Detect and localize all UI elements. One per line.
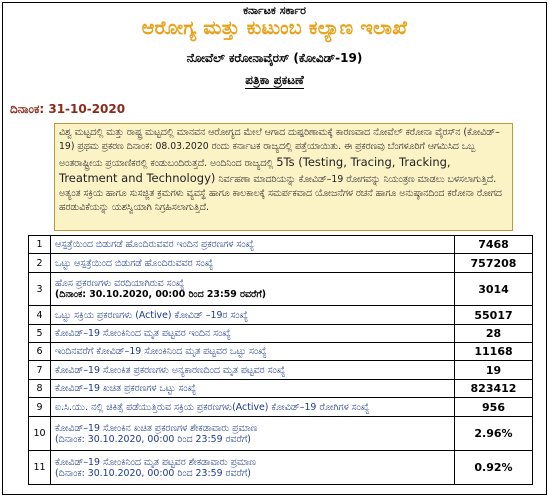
department-title: ಆರೋಗ್ಯ ಮತ್ತು ಕುಟುಂಬ ಕಲ್ಯಾಣ ಇಲಾಖೆ: [141, 17, 408, 39]
row-number: 11: [29, 451, 51, 485]
row-value: 2.96%: [455, 417, 533, 451]
row-number: 9: [29, 398, 51, 417]
government-title: ಕರ್ನಾಟಕ ಸರ್ಕಾರ: [243, 4, 306, 17]
row-number: 2: [29, 254, 51, 273]
row-label: ಕೋವಿಡ್–19 ಸೋಂಕಿನಿಂದ ಮೃತ ಪಟ್ಟವರ ಇಂದಿನ ಸಂಖ್ಯೆ: [51, 325, 455, 343]
row-label: ಕೋವಿಡ್–19 ಖಚಿತ ಪ್ರಕರಣಗಳ ಒಟ್ಟು ಸಂಖ್ಯೆ: [51, 380, 455, 398]
row-number: 8: [29, 380, 51, 398]
row-number: 10: [29, 417, 51, 451]
row-number: 3: [29, 273, 51, 306]
statistics-table: [28, 235, 533, 485]
row-value: 3014: [455, 273, 533, 306]
table-row: [29, 254, 533, 273]
row-number: 4: [29, 306, 51, 325]
row-label-cell: [51, 451, 455, 485]
table-row: [29, 273, 533, 306]
row-label: ಇಂದಿನವರೆಗೆ ಕೋವಿಡ್–19 ಸೋಂಕಿನಿಂದ ಮೃತ ಪಟ್ಟವರ ಒಟ್ಟು ಸಂಖ್ಯೆ: [51, 343, 455, 361]
row-date-range: (ದಿನಾಂಕ: 30.10.2020, 00:00 ರಿಂದ 23:59 ರವರೆಗೆ): [55, 467, 251, 479]
row-value: 19: [455, 361, 533, 380]
table-row: [29, 306, 533, 325]
table-row: [29, 380, 533, 398]
row-label: ಹೊಸ ಪ್ರಕರಣಗಳು ವರದಿಯಾಗಿರುವ ಸಂಖ್ಯೆ: [55, 278, 185, 289]
row-number: 7: [29, 361, 51, 380]
bulletin-date: ದಿನಾಂಕ: 31-10-2020: [10, 102, 126, 116]
row-value: 956: [455, 398, 533, 417]
row-label: ಆಸ್ಪತ್ರೆಯಿಂದ ಬಿಡುಗಡೆ ಹೊಂದಿರುವವರ ಇಂದಿನ ಪ್ರಕರಣಗಳ ಸಂಖ್ಯೆ: [51, 236, 455, 254]
table-row: [29, 398, 533, 417]
row-label-cell: [51, 273, 455, 306]
row-value: 28: [455, 325, 533, 343]
row-label: ಒಟ್ಟು ಆಸ್ಪತ್ರೆಯಿಂದ ಬಿಡುಗಡೆ ಹೊಂದಿರುವವರ ಸಂಖ್ಯೆ: [51, 254, 455, 273]
row-value: 757208: [455, 254, 533, 273]
row-label-cell: [51, 417, 455, 451]
table-row: [29, 361, 533, 380]
row-value: 55017: [455, 306, 533, 325]
row-number: 5: [29, 325, 51, 343]
intro-text-1: ವಿಶ್ವ ಮಟ್ಟದಲ್ಲಿ ಮತ್ತು ರಾಷ್ಟ್ರ ಮಟ್ಟದಲ್ಲಿ ಮಾನವನ ಆರೋಗ್ಯದ ಮೇಲೆ ಆಗಾದ ದುಷ್ಪರಿಣಾಮಕ್ಕೆ ಕಾರಣವಾದ ನೋವೆಲ್ ಕರೋನಾ ವೈರಸ್‌ನ (ಕೋವಿಡ್–19) ಪ್ರಥಮ ಪ್ರಕರಣ ದಿನಾಂಕ: 08.03.2020 ರಂದು ಕರ್ನಾಟಕ ರಾಜ್ಯದಲ್ಲಿ ಪತ್ತೆಯಾಯಿತು. ಈ ಪ್ರಕರಣವು ಬೆಂಗಳೂರಿಗೆ ಆಗಮಿಸಿದ ಒಬ್ಬ ಅಂತರಾಷ್ಟ್ರೀಯ ಪ್ರಯಾಣಿಕರಲ್ಲಿ ಕಂಡುಬಂದಿರುತ್ತದೆ. ಅಂದಿನಿಂದ ರಾಜ್ಯದಲ್ಲಿ: [59, 127, 500, 169]
intro-paragraph: [54, 123, 513, 231]
row-label: ಕೋವಿಡ್–19 ಸೋಂಕಿತ ಪ್ರಕರಣಗಳು ಅನ್ಯಕಾರಣದಿಂದ ಮೃತ ಪಟ್ಟವರ ಸಂಖ್ಯೆ: [51, 361, 455, 380]
table-row: [29, 343, 533, 361]
table-row: [29, 325, 533, 343]
row-value: 11168: [455, 343, 533, 361]
row-value: 7468: [455, 236, 533, 254]
press-release-heading: [0, 73, 549, 88]
row-label: ಒಟ್ಟು ಸಕ್ರಿಯ ಪ್ರಕರಣಗಳು (Active) ಕೋವಿಡ್ –19ರ ಸಂಖ್ಯೆ: [51, 306, 455, 325]
row-number: 6: [29, 343, 51, 361]
row-label: ಕೋವಿಡ್–19 ಸೋಂಕಿನಿಂದ ಮೃತ ಪಟ್ಟವರ ಶೇಕಡಾವಾರು ಪ್ರಮಾಣ: [55, 456, 256, 468]
row-value: 823412: [455, 380, 533, 398]
intro-text-5ts: 5Ts (Testing, Tracing, Tracking, Treatment and Technology): [59, 154, 451, 185]
row-label: ಐ.ಸಿ.ಯು. ನಲ್ಲಿ ಚಿಕಿತ್ಸೆ ಪಡೆಯುತ್ತಿರುವ ಸಕ್ರಿಯ ಪ್ರಕರಣಗಳು(Active) ಕೋವಿಡ್–19 ರೋಗಿಗಳ ಸಂಖ್ಯೆ: [51, 398, 455, 417]
row-date-range: (ದಿನಾಂಕ: 30.10.2020, 00:00 ರಿಂದ 23:59 ರವರೆಗೆ): [55, 289, 267, 300]
row-date-range: (ದಿನಾಂಕ: 30.10.2020, 00:00 ರಿಂದ 23:59 ರವರೆಗೆ): [55, 433, 251, 445]
subject-title: ನೋವೆಲ್ ಕರೋನಾವೈರಸ್ (ಕೋವಿಡ್-19): [186, 51, 363, 65]
table-row: [29, 236, 533, 254]
press-release-label: ಪತ್ರಿಕಾ ಪ್ರಕಟಣೆ: [245, 73, 304, 87]
row-number: 1: [29, 236, 51, 254]
table-row: [29, 451, 533, 485]
row-label: ಕೋವಿಡ್–19 ಸೋಂಕಿನ ಖಚಿತ ಪ್ರಕರಣಗಳ ಶೇಕಡಾವಾರು ಪ್ರಮಾಣ: [55, 422, 258, 434]
row-value: 0.92%: [455, 451, 533, 485]
table-row: [29, 417, 533, 451]
intro-text-2: ನಿರ್ವಹಣಾ ಮಾದರಿಯನ್ನು ಕೋವಿಡ್–19 ರೋಗವನ್ನು ನಿಯಂತ್ರಣ ಮಾಡಲು ಬಳಸಲಾಗುತ್ತಿದೆ. ಅತ್ಯಂತ ಸಕ್ರಿಯ ಹಾಗೂ ಸುಸಜ್ಜಿತ ಕ್ರಮಗಳು ವ್ಯವಸ್ಥೆ ಹಾಗೂ ಕಾಲಕಾಲಕ್ಕೆ ಸಮರ್ಪಕವಾದ ಯೋಜನೆಗಳ ರಚನೆ ಹಾಗೂ ಅನುಷ್ಠಾನದಿಂದ ಕರೋನಾ ರೋಗದ ಹರಡುವಿಕೆಯನ್ನು ಯಶಸ್ವಿಯಾಗಿ ನಿಗ್ರಹಿಸಲಾಗುತ್ತಿದೆ.: [59, 173, 502, 214]
